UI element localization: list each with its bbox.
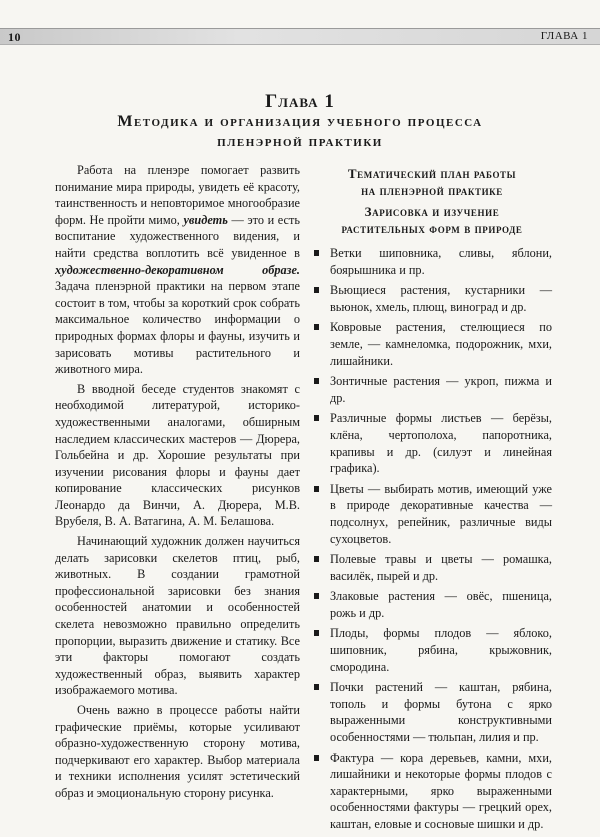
list-item-text: Почки растений — каштан, рябина, тополь и формы бутона с ярко выраженными конструктивными особенностями — тюльпан, лилия и пр. (330, 680, 552, 745)
emphasis-decorative-image: художественно-декоративном образе. (55, 262, 300, 277)
list-item (312, 625, 552, 675)
square-bullet-icon (314, 250, 319, 256)
list-item-text: Ковровые растения, стелющиеся по земле, — камнеломка, подорожник, мхи, лишайники. (330, 320, 552, 368)
square-bullet-icon (314, 630, 319, 636)
list-item (312, 245, 552, 278)
chapter-title-line-2: пленэрной практики (217, 133, 383, 150)
list-item (312, 319, 552, 369)
plan-title-line-2: на пленэрной практике (361, 183, 503, 198)
running-header-bar (0, 28, 600, 45)
square-bullet-icon (314, 593, 319, 599)
square-bullet-icon (314, 324, 319, 330)
list-item-text: Ветки шиповника, сливы, яблони, боярышника и пр. (330, 246, 552, 277)
paragraph-4: Очень важно в процессе работы найти графические приёмы, которые усиливают образно-художественную сторону мотива, подчеркивают его характер. Выбор материала и техники исполнения усилят эстетический образ и эмоциональную сторону рисунка. (55, 703, 300, 800)
list-item-text: Вьющиеся растения, кустарники — вьюнок, хмель, плющ, виноград и др. (330, 283, 552, 314)
chapter-label: Глава 1 (265, 91, 335, 112)
list-item (312, 373, 552, 406)
square-bullet-icon (314, 684, 319, 690)
list-item-text: Цветы — выбирать мотив, имеющий уже в природе декоративные качества — подсолнух, репейник, различные виды сухоцветов. (330, 481, 552, 546)
left-column (55, 162, 300, 805)
plan-subtitle-line-1: Зарисовка и изучение (364, 204, 500, 219)
list-item-text: Плоды, формы плодов — яблоко, шиповник, рябина, крыжовник, смородина. (330, 626, 552, 674)
square-bullet-icon (314, 378, 319, 384)
page-number: 10 (8, 30, 21, 44)
list-item (312, 588, 552, 621)
paragraph-3: Начинающий художник должен научиться делать зарисовки скелетов птиц, рыб, животных. В создании грамотной профессиональной зарисовки без знания особенностей анатомии и особенностей скелета невозможно правильно определить пропорции, выразить движение и статику. Все эти факторы помогают создать художественный образ, выявить характер изображаемого мотива. (55, 534, 300, 698)
plan-subtitle (312, 203, 552, 237)
square-bullet-icon (314, 287, 319, 293)
list-item (312, 551, 552, 584)
square-bullet-icon (314, 755, 319, 761)
chapter-title-line-1: Методика и организация учебного процесса (117, 113, 483, 130)
list-item-text: Полевые травы и цветы — ромашка, василёк, пырей и др. (330, 552, 552, 583)
list-item-text: Зонтичные растения — укроп, пижма и др. (330, 374, 552, 405)
chapter-heading (0, 92, 600, 152)
plan-title-line-1: Тематический план работы (347, 166, 517, 181)
plan-subtitle-line-2: растительных форм в природе (341, 221, 523, 236)
square-bullet-icon (314, 415, 319, 421)
list-item (312, 750, 552, 833)
list-item-text: Фактура — кора деревьев, камни, мхи, лишайники и некоторые формы плодов с характерными, ярко выраженными особенностями фактуры — грецкий орех, каштан, еловые и сосновые шишки и др. (330, 750, 552, 831)
paragraph-1-part-a: Работа на пленэре помогает развить понимание мира природы, увидеть её красоту, таинственность и неповторимое многообразие форм. Не пройти мимо, (55, 163, 300, 227)
list-item-text: Различные формы листьев — берёзы, клёна, чертополоха, папоротника, крапивы и др. (силуэт и линейная графика). (330, 411, 552, 476)
paragraph-1-part-b: — это и есть воспитание художественного видения, и найти средства воплотить всё увиденное в (55, 212, 300, 260)
paragraph-1-part-c: Задача пленэрной практики на первом этапе состоит в том, чтобы за короткий срок собрать максимальное количество информации о природных формах флоры и фауны, изучить и зарисовать мотивы растительного и животного мира. (55, 279, 300, 377)
paragraph-2: В вводной беседе студентов знакомят с необходимой литературой, историко-художественными аналогами, обширным наследием классических мастеров — Дюрера, Гольбейна и др. Хорошие результаты при изучении рисования флоры и фауны дает копирование классических рисунков Леонардо да Винчи, А. Дюрера, М.В. Врубеля, В. А. Ватагина, А. М. Белашова. (55, 381, 300, 529)
list-item (312, 410, 552, 476)
square-bullet-icon (314, 556, 319, 562)
list-item (312, 481, 552, 547)
list-item (312, 679, 552, 745)
list-item (312, 282, 552, 315)
list-item-text: Злаковые растения — овёс, пшеница, рожь и др. (330, 589, 552, 620)
running-head: ГЛАВА 1 (540, 30, 588, 42)
emphasis-see: увидеть (183, 212, 228, 227)
square-bullet-icon (314, 486, 319, 492)
paragraph-1 (55, 162, 300, 378)
right-column (312, 165, 552, 837)
plan-title (312, 165, 552, 199)
topic-list (312, 245, 552, 833)
